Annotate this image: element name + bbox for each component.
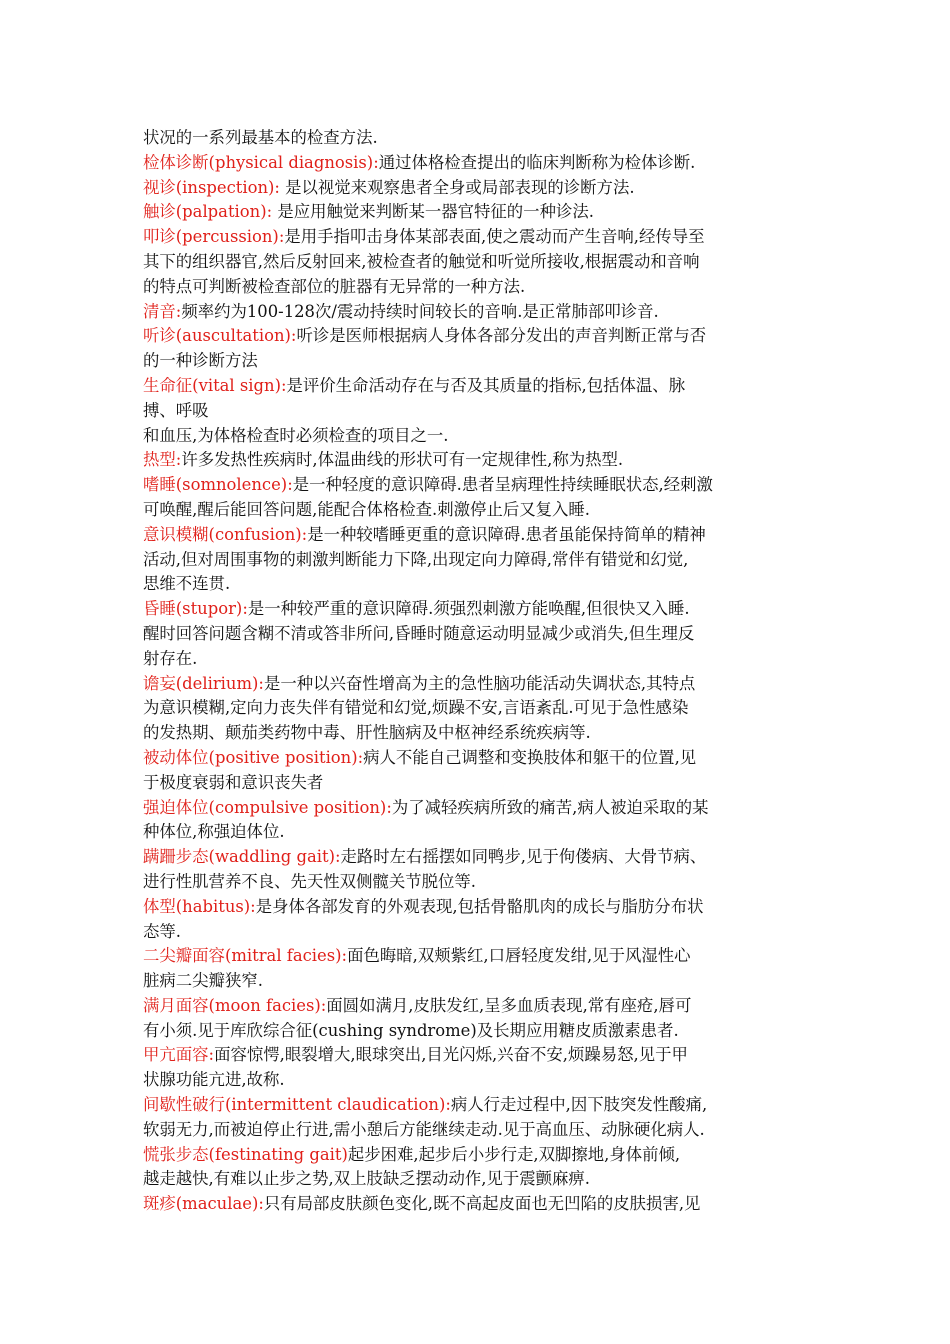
definition-text: 面圆如满月,皮肤发红,呈多血质表现,常有座疮,唇可 bbox=[326, 995, 692, 1015]
definition-text: 可唤醒,醒后能回答问题,能配合体格检查.刺激停止后又复入睡. bbox=[143, 499, 590, 519]
definition-text: 为意识模糊,定向力丧失伴有错觉和幻觉,烦躁不安,言语紊乱.可见于急性感染 bbox=[143, 698, 689, 718]
text-line bbox=[143, 473, 815, 498]
definition-text: 状腺功能亢进,故称. bbox=[143, 1070, 285, 1090]
term-label: 斑疹(maculae): bbox=[143, 1194, 264, 1214]
definition-text: 听诊是医师根据病人身体各部分发出的声音判断正常与否 bbox=[296, 326, 707, 346]
definition-text: 面容惊愕,眼裂增大,眼球突出,目光闪烁,兴奋不安,烦躁易怒,见于甲 bbox=[214, 1045, 688, 1065]
text-line bbox=[143, 771, 815, 796]
text-line bbox=[143, 572, 815, 597]
text-line bbox=[143, 498, 815, 523]
term-label: 生命征(vital sign): bbox=[143, 375, 287, 395]
text-line bbox=[143, 176, 815, 201]
term-label: 被动体位(positive position): bbox=[143, 747, 364, 767]
term-label: 慌张步态(festinating gait) bbox=[143, 1144, 348, 1164]
term-label: 间歇性破行(intermittent claudication): bbox=[143, 1095, 451, 1115]
definition-text: 是以视觉来观察患者全身或局部表现的诊断方法. bbox=[285, 177, 635, 197]
definition-text: 状况的一系列最基本的检查方法. bbox=[143, 128, 378, 147]
text-line bbox=[143, 548, 815, 573]
term-label: 体型(habitus): bbox=[143, 896, 256, 916]
definition-text: 病人不能自己调整和变换肢体和躯干的位置,见 bbox=[363, 747, 697, 767]
text-line bbox=[143, 225, 815, 250]
definition-text: 通过体格检查提出的临床判断称为检体诊断. bbox=[378, 152, 696, 172]
term-label: 满月面容(moon facies): bbox=[143, 995, 327, 1015]
text-line bbox=[143, 1068, 815, 1093]
definition-text: 种体位,称强迫体位. bbox=[143, 822, 285, 842]
definition-text: 的一种诊断方法 bbox=[143, 351, 258, 371]
text-line bbox=[143, 969, 815, 994]
text-line bbox=[143, 399, 815, 424]
text-line bbox=[143, 672, 815, 697]
text-line bbox=[143, 349, 815, 374]
text-line bbox=[143, 870, 815, 895]
text-line bbox=[143, 126, 815, 151]
text-line bbox=[143, 523, 815, 548]
term-label: 蹒跚步态(waddling gait): bbox=[143, 847, 341, 867]
text-line bbox=[143, 647, 815, 672]
text-line bbox=[143, 1043, 815, 1068]
term-label: 听诊(auscultation): bbox=[143, 326, 297, 346]
definition-text: 进行性肌营养不良、先天性双侧髋关节脱位等. bbox=[143, 871, 477, 891]
definition-text: 是一种轻度的意识障碍.患者呈病理性持续睡眠状态,经刺激 bbox=[292, 475, 713, 495]
definition-text: 于极度衰弱和意识丧失者 bbox=[143, 772, 324, 792]
text-line bbox=[143, 1118, 815, 1143]
term-label: 叩诊(percussion): bbox=[143, 227, 285, 247]
text-line bbox=[143, 424, 815, 449]
definition-text: 脏病二尖瓣狭窄. bbox=[143, 971, 263, 991]
definition-text: 频率约为100-128次/震动持续时间较长的音响.是正常肺部叩诊音. bbox=[181, 301, 659, 321]
text-line bbox=[143, 696, 815, 721]
text-line bbox=[143, 820, 815, 845]
definition-text: 态等. bbox=[143, 921, 181, 941]
text-line bbox=[143, 622, 815, 647]
text-line bbox=[143, 275, 815, 300]
text-line bbox=[143, 1019, 815, 1044]
definition-text: 活动,但对周围事物的刺激判断能力下降,出现定向力障碍,常伴有错觉和幻觉, bbox=[143, 549, 689, 569]
definition-text: 搏、呼吸 bbox=[143, 400, 209, 420]
text-line bbox=[143, 1093, 815, 1118]
text-line bbox=[143, 300, 815, 325]
definition-text: 软弱无力,而被迫停止行进,需小憩后方能继续走动.见于高血压、动脉硬化病人. bbox=[143, 1119, 705, 1139]
text-line bbox=[143, 721, 815, 746]
definition-text: 有小须.见于库欣综合征(cushing syndrome)及长期应用糖皮质激素患者. bbox=[143, 1020, 679, 1040]
term-label: 检体诊断(physical diagnosis): bbox=[143, 152, 379, 172]
text-line bbox=[143, 845, 815, 870]
text-line bbox=[143, 250, 815, 275]
definition-text: 病人行走过程中,因下肢突发性酸痛, bbox=[450, 1095, 708, 1115]
term-label: 甲亢面容: bbox=[143, 1045, 215, 1065]
text-line bbox=[143, 1192, 815, 1217]
definition-text: 许多发热性疾病时,体温曲线的形状可有一定规律性,称为热型. bbox=[181, 450, 624, 470]
text-line bbox=[143, 746, 815, 771]
definition-text: 的特点可判断被检查部位的脏器有无异常的一种方法. bbox=[143, 276, 526, 296]
text-line bbox=[143, 944, 815, 969]
text-line bbox=[143, 448, 815, 473]
text-line bbox=[143, 374, 815, 399]
term-label: 意识模糊(confusion): bbox=[143, 524, 308, 544]
definition-text: 是身体各部发育的外观表现,包括骨骼肌肉的成长与脂肪分布状 bbox=[255, 896, 704, 916]
term-label: 谵妄(delirium): bbox=[143, 673, 264, 693]
text-line bbox=[143, 920, 815, 945]
definition-text: 是评价生命活动存在与否及其质量的指标,包括体温、脉 bbox=[286, 375, 686, 395]
term-label: 视诊(inspection): bbox=[143, 177, 286, 197]
definition-text: 走路时左右摇摆如同鸭步,见于佝偻病、大骨节病、 bbox=[340, 847, 707, 867]
text-line bbox=[143, 151, 815, 176]
definition-text: 的发热期、颠茄类药物中毒、肝性脑病及中枢神经系统疾病等. bbox=[143, 723, 591, 743]
text-line bbox=[143, 895, 815, 920]
term-label: 清音: bbox=[143, 301, 182, 321]
term-label: 触诊(palpation): bbox=[143, 202, 278, 222]
definition-text: 为了减轻疾病所致的痛苦,病人被迫采取的某 bbox=[391, 797, 709, 817]
text-line bbox=[143, 1143, 815, 1168]
term-label: 热型: bbox=[143, 450, 182, 470]
text-line bbox=[143, 200, 815, 225]
definition-text: 是一种较严重的意识障碍.须强烈刺激方能唤醒,但很快又入睡. bbox=[247, 599, 690, 619]
term-label: 二尖瓣面容(mitral facies): bbox=[143, 946, 348, 966]
definition-text: 射存在. bbox=[143, 648, 198, 668]
text-line bbox=[143, 796, 815, 821]
definition-text: 和血压,为体格检查时必须检查的项目之一. bbox=[143, 425, 449, 445]
text-line bbox=[143, 324, 815, 349]
text-line bbox=[143, 597, 815, 622]
definition-text: 起步困难,起步后小步行走,双脚擦地,身体前倾, bbox=[347, 1144, 681, 1164]
definition-text: 思维不连贯. bbox=[143, 574, 231, 594]
text-line bbox=[143, 1167, 815, 1192]
definition-text: 越走越快,有难以止步之势,双上肢缺乏摆动动作,见于震颤麻痹. bbox=[143, 1169, 590, 1189]
definition-text: 是一种较嗜睡更重的意识障碍.患者虽能保持简单的精神 bbox=[307, 524, 706, 544]
definition-text: 是一种以兴奋性增高为主的急性脑功能活动失调状态,其特点 bbox=[263, 673, 696, 693]
document-page bbox=[143, 126, 815, 1217]
definition-text: 是应用触觉来判断某一器官特征的一种诊法. bbox=[277, 202, 594, 222]
definition-text: 是用手指叩击身体某部表面,使之震动而产生音响,经传导至 bbox=[284, 227, 705, 247]
definition-text: 只有局部皮肤颜色变化,既不高起皮面也无凹陷的皮肤损害,见 bbox=[263, 1194, 701, 1214]
text-line bbox=[143, 994, 815, 1019]
definition-text: 醒时回答问题含糊不清或答非所问,昏睡时随意运动明显减少或消失,但生理反 bbox=[143, 623, 695, 643]
definition-text: 其下的组织器官,然后反射回来,被检查者的触觉和听觉所接收,根据震动和音响 bbox=[143, 251, 700, 271]
term-label: 昏睡(stupor): bbox=[143, 599, 248, 619]
term-label: 嗜睡(somnolence): bbox=[143, 475, 293, 495]
term-label: 强迫体位(compulsive position): bbox=[143, 797, 392, 817]
definition-text: 面色晦暗,双颊紫红,口唇轻度发绀,见于风湿性心 bbox=[347, 946, 691, 966]
